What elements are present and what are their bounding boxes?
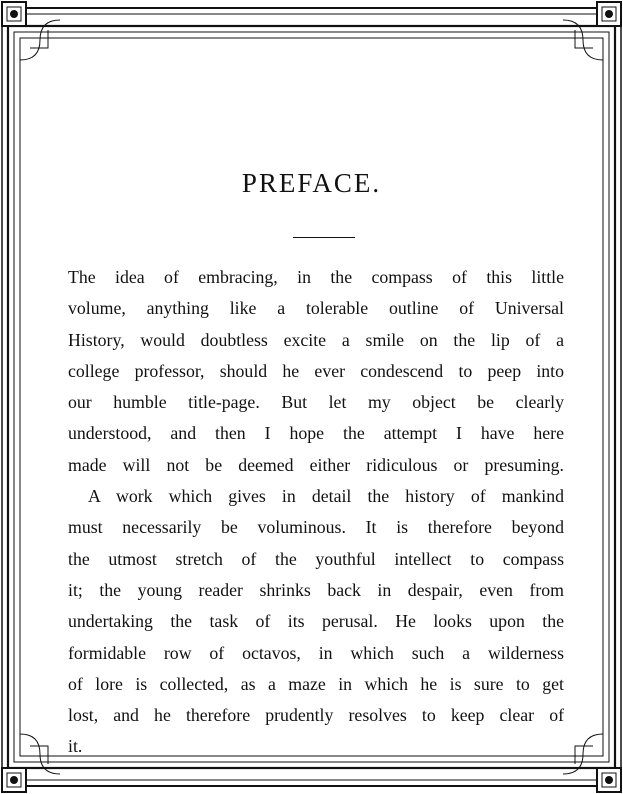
paragraph-2 (68, 481, 564, 763)
text-line: made will not be deemed either ridiculous or presuming. (68, 454, 564, 475)
text-line: The idea of embracing, in the compass of this little (68, 267, 564, 287)
text-line: undertaking the task of its perusal. He looks upon the (68, 611, 564, 632)
text-line: History, would doubtless excite a smile on the lip of a (68, 329, 564, 350)
text-line: lost, and he therefore prudently resolves to keep clear of (68, 705, 564, 726)
page-title: PREFACE. (241, 168, 382, 198)
text-line: volume, anything like a tolerable outline of Universal (68, 298, 564, 319)
text-line: college professor, should he ever condescend to peep into (68, 360, 564, 381)
text-line: understood, and then I hope the attempt I have here (68, 423, 564, 444)
corner-ornament-bottom-left (2, 768, 26, 792)
text-line: it; the young reader shrinks back in despair, even from (68, 579, 564, 600)
corner-ornament-bottom-right (597, 768, 621, 792)
preface-body (68, 262, 564, 763)
text-line: must necessarily be voluminous. It is therefore beyond (68, 517, 564, 538)
corner-ornament-top-right (597, 2, 621, 26)
title-rule (293, 237, 355, 238)
text-line: the utmost stretch of the youthful intellect to compass (68, 548, 564, 569)
text-line: A work which gives in detail the history of mankind (88, 486, 564, 507)
text-line: our humble title-page. But let my object be clearly (68, 392, 564, 413)
paragraph-1 (68, 262, 564, 481)
text-line: formidable row of octavos, in which such a wilderness (68, 642, 564, 663)
text-line: it. (68, 736, 83, 757)
text-line: of lore is collected, as a maze in which he is sure to get (68, 673, 564, 694)
corner-ornament-top-left (2, 2, 26, 26)
